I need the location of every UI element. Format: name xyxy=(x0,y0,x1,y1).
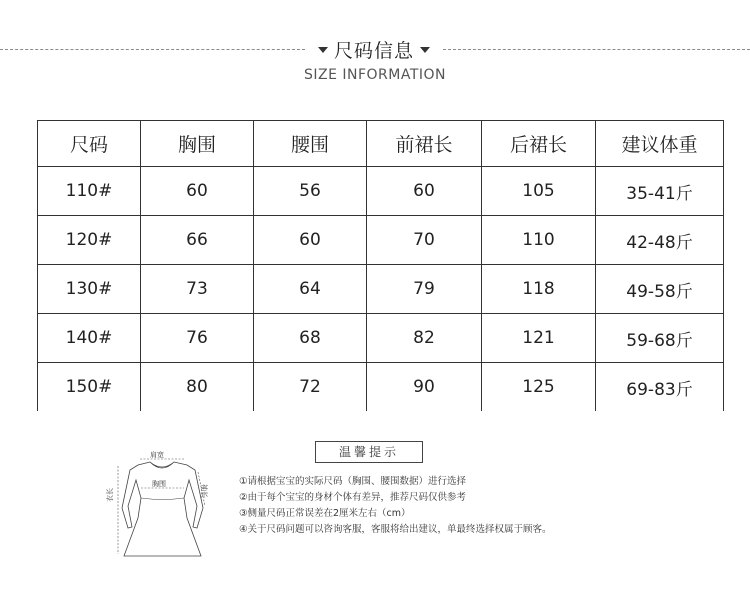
table-cell: 150# xyxy=(38,363,141,412)
table-cell: 59-68斤 xyxy=(596,314,724,363)
table-row xyxy=(38,363,724,412)
table-cell: 105 xyxy=(482,167,596,216)
table-cell: 79 xyxy=(367,265,482,314)
table-cell: 76 xyxy=(141,314,254,363)
table-cell: 42-48斤 xyxy=(596,216,724,265)
length-label: 衣长 xyxy=(106,488,114,502)
page-title: 尺码信息 xyxy=(333,40,414,62)
table-header-row xyxy=(38,121,724,167)
table-cell: 66 xyxy=(141,216,254,265)
title-wrap xyxy=(305,36,443,63)
tip-item: ④关于尺码问题可以咨询客服，客服将给出建议，单最终选择权属于顾客。 xyxy=(239,524,552,535)
table-row xyxy=(38,216,724,265)
header-size: 尺码 xyxy=(38,121,141,167)
header-waist: 腰围 xyxy=(254,121,367,167)
table-cell: 72 xyxy=(254,363,367,412)
table-cell: 35-41斤 xyxy=(596,167,724,216)
header-divider-left xyxy=(0,49,305,50)
sleeve-label: 袖长 xyxy=(200,484,208,498)
table-cell: 73 xyxy=(141,265,254,314)
header-chest: 胸围 xyxy=(141,121,254,167)
header-back-length: 后裙长 xyxy=(482,121,596,167)
triangle-down-icon xyxy=(420,47,430,53)
table-row xyxy=(38,314,724,363)
table-cell: 130# xyxy=(38,265,141,314)
table-row xyxy=(38,167,724,216)
table-row xyxy=(38,265,724,314)
table-cell: 64 xyxy=(254,265,367,314)
table-cell: 90 xyxy=(367,363,482,412)
header-divider-right xyxy=(443,49,750,50)
size-table xyxy=(37,120,724,411)
table-cell: 120# xyxy=(38,216,141,265)
chest-label: 胸围 xyxy=(152,480,166,488)
table-cell: 56 xyxy=(254,167,367,216)
table-cell: 68 xyxy=(254,314,367,363)
table-cell: 60 xyxy=(367,167,482,216)
table-cell: 80 xyxy=(141,363,254,412)
table-cell: 60 xyxy=(254,216,367,265)
table-cell: 118 xyxy=(482,265,596,314)
table-cell: 69-83斤 xyxy=(596,363,724,412)
triangle-down-icon xyxy=(318,47,328,53)
header-front-length: 前裙长 xyxy=(367,121,482,167)
tip-item: ①请根据宝宝的实际尺码（胸围、腰围数据）进行选择 xyxy=(239,476,467,487)
shoulder-label: 肩宽 xyxy=(150,451,164,459)
table-cell: 110# xyxy=(38,167,141,216)
tips-title: 温馨提示 xyxy=(315,441,423,463)
table-cell: 82 xyxy=(367,314,482,363)
tips-list xyxy=(239,474,552,538)
table-cell: 60 xyxy=(141,167,254,216)
table-cell: 140# xyxy=(38,314,141,363)
tip-item: ③侧量尺码正常误差在2厘米左右（cm） xyxy=(239,508,411,519)
table-cell: 125 xyxy=(482,363,596,412)
table-cell: 49-58斤 xyxy=(596,265,724,314)
page-subtitle: SIZE INFORMATION xyxy=(303,67,447,83)
table-cell: 121 xyxy=(482,314,596,363)
tip-item: ②由于每个宝宝的身材个体有差异，推荐尺码仅供参考 xyxy=(239,492,467,503)
table-cell: 70 xyxy=(367,216,482,265)
table-cell: 110 xyxy=(482,216,596,265)
header-weight: 建议体重 xyxy=(596,121,724,167)
dress-measurement-diagram xyxy=(108,448,218,560)
